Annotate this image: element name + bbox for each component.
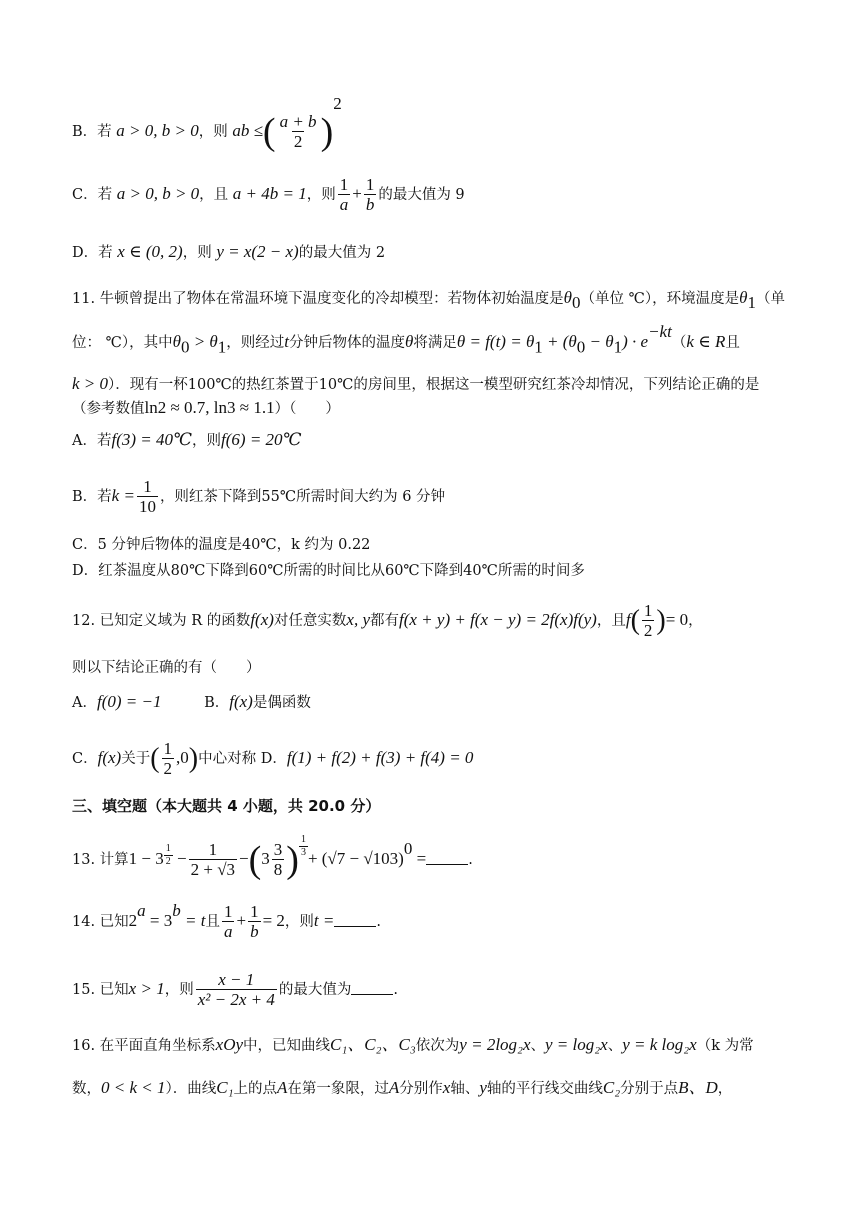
fraction: $\frac{3}{8}$ — [273, 839, 283, 879]
q11-stem-line3: k > 0）．现有一杯100℃的热红茶置于10℃的房间里，根据这一模型研究红茶冷却情况，下列结论正确的是 — [72, 374, 760, 393]
q11-option-d[interactable]: D．红茶温度从80℃下降到60℃所需的时间比从60℃下降到40℃所需的时间多 — [72, 563, 585, 579]
section-title: 三、填空题（本大题共 4 小题，共 20.0 分） — [72, 797, 381, 815]
fraction: $\frac{1}{a}$ — [339, 175, 349, 214]
q11-stem-line4: （参考数值ln2 ≈ 0.7, ln3 ≈ 1.1）（ ） — [72, 398, 340, 417]
q11-option-b[interactable]: B．若k = $\frac{1}{10}$ ，则红茶下降到55℃所需时间大约为 6 分钟 — [72, 477, 446, 516]
fraction: $\frac{1}{2}$ — [643, 601, 653, 640]
q16-stem-line1: 16. 在平面直角坐标系xOy中，已知曲线C₁、C₂、C₃依次为y = 2log₂x、y = log₂x、y = k log₂x（k 为常 — [72, 1035, 754, 1054]
q13: 13. 计算1 − 3 $^{\frac{1}{2}}$ − $\frac{1}{2 + √3}$ −(3 $\frac{3}{8}$ ) $^{\frac{1}{3}}$ + $(√7 - √103)^0$ = . — [72, 834, 473, 881]
q12-option-a[interactable]: A．f(0) = −1 — [72, 692, 162, 711]
answer-blank[interactable] — [426, 850, 468, 865]
q16-stem-line2: 数，0 < k < 1）．曲线C₁上的点A在第一象限，过A分别作x轴、y轴的平行线交曲线C₂分别于点B、D， — [72, 1078, 733, 1097]
fraction: $\frac{x - 1}{\text{x² − 2x + 4}}$ — [197, 970, 275, 1009]
answer-blank[interactable] — [351, 980, 393, 995]
q11-option-c[interactable]: C．5 分钟后物体的温度是40℃，k 约为 0.22 — [72, 537, 371, 553]
q12-option-c[interactable]: C．f(x)关于( $\frac{1}{2}$ ,0)中心对称 — [72, 739, 257, 778]
q15: 15. 已知x > 1，则 $\frac{x - 1}{\text{x² − 2x + 4}}$ 的最大值为 . — [72, 970, 398, 1009]
q12-option-b[interactable]: B．f(x)是偶函数 — [204, 692, 311, 711]
fraction: $\frac{1}{b}$ — [250, 902, 259, 941]
fraction: $\frac{1}{2 + √3}$ — [190, 839, 236, 879]
fraction: $\frac{a + b}{2}$ — [279, 112, 317, 151]
q11-stem-line1: 11. 牛顿曾提出了物体在常温环境下温度变化的冷却模型：若物体初始温度是$\theta_0$（单位 ℃），环境温度是$\theta_1$（单 — [72, 288, 785, 313]
fraction: $\frac{1}{a}$ — [223, 902, 233, 941]
q11-stem-line2: 位： ℃），其中$\theta_0 > \theta_1$，则经过t分钟后物体的温度θ将满足$\theta = f(t) = \theta_1 + (\theta_0 - \theta_1) \cdot e^{-kt}(k$ ∈ R且 — [72, 322, 740, 357]
fraction: $\frac{1}{10}$ — [138, 477, 156, 516]
q14: 14. 已知$2^a = 3^b = t$且 $\frac{1}{a}$ + $\frac{1}{b}$ = 2，则t = . — [72, 901, 381, 941]
answer-blank[interactable] — [334, 912, 376, 927]
q10-option-c[interactable]: C．若 a > 0, b > 0，且 a + 4b = 1，则 $\frac{1}{a}$ + $\frac{1}{b}$ 的最大值为 9 — [72, 175, 465, 214]
q11-option-a[interactable]: A．若f(3) = 40℃，则f(6) = 20℃ — [72, 430, 302, 449]
q10-option-b[interactable]: B．若 a > 0, b > 0，则 ab ≤( $\frac{a + b}{2}$ )$^2$ — [72, 94, 342, 154]
q12-options-ab — [72, 692, 311, 712]
fraction: $\frac{1}{2}$ — [163, 739, 173, 778]
q10-option-d[interactable]: D．若 x ∈ (0, 2)，则 y = x(2 − x)的最大值为 2 — [72, 242, 386, 261]
q12-stem-line1: 12. 已知定义域为 R 的函数f(x)对任意实数x, y都有f(x + y) + f(x − y) = 2f(x)f(y)，且f( $\frac{1}{2}$ )= 0， — [72, 601, 703, 640]
q12-options-cd — [72, 740, 473, 778]
fraction: $\frac{1}{b}$ — [365, 175, 375, 214]
q12-option-d[interactable]: D．f(1) + f(2) + f(3) + f(4) = 0 — [260, 748, 474, 768]
q12-stem-line2: 则以下结论正确的有（ ） — [72, 660, 261, 676]
